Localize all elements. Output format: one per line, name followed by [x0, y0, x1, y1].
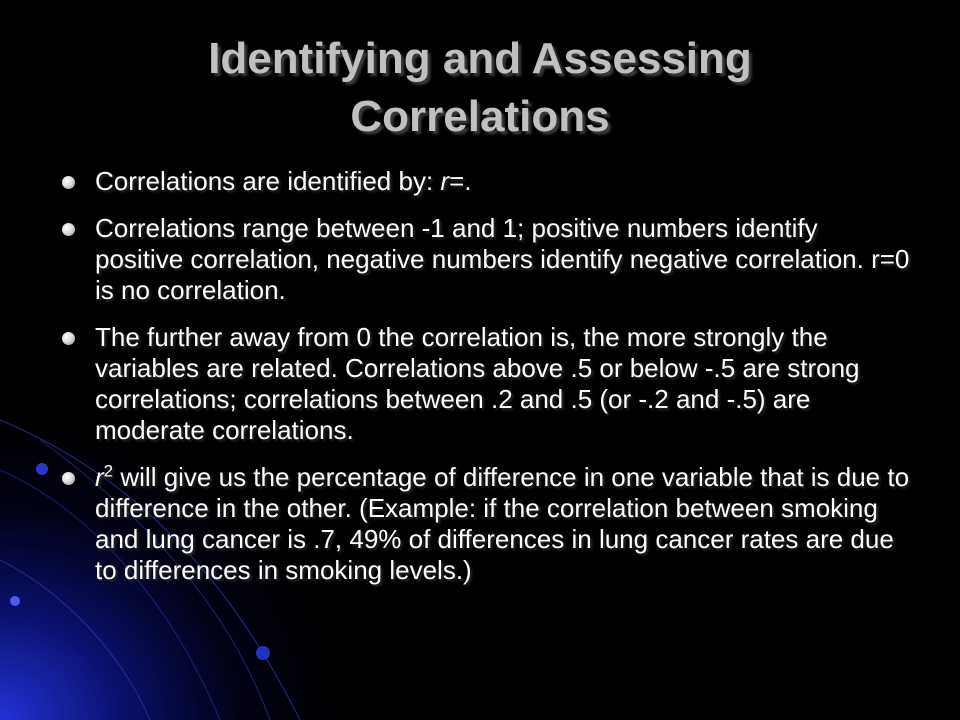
bullet-text: Correlations range between -1 and 1; positive numbers identify positive correlation, negative numbers identify negative correlation. r=0 is no correlation. — [95, 213, 910, 305]
bullet-icon — [62, 472, 75, 485]
bullet-item — [60, 166, 910, 197]
decor-dot — [36, 463, 48, 475]
r-symbol: r — [440, 166, 450, 196]
bullet-icon — [62, 332, 75, 345]
bullet-list — [60, 166, 910, 602]
bullet-text: The further away from 0 the correlation is, the more strongly the variables are related. Correlations above .5 or below -.5 are strong correlations; correlations between .2 and .5 (or -.2 and -.5) are moderate correlations. — [95, 322, 860, 445]
bullet-item — [60, 322, 910, 446]
squared-superscript: 2 — [103, 461, 114, 481]
bullet-icon — [62, 176, 75, 189]
bullet-item — [60, 213, 910, 306]
decor-dot — [10, 596, 20, 606]
bullet-text-suffix: will give us the percentage of difference in one variable that is due to difference in the other. (Example: if the correlation between smoking and lung cancer is .7, 49% of differences in lung cancer rates are due to differences in smoking levels.) — [95, 462, 910, 585]
bullet-text-prefix: Correlations are identified by: — [95, 166, 441, 196]
r-symbol: r — [95, 462, 104, 492]
bullet-item — [60, 462, 910, 586]
slide-title: Identifying and Assessing Correlations — [208, 34, 752, 141]
bullet-icon — [62, 223, 75, 236]
decor-dot — [256, 646, 270, 660]
bullet-text-suffix: =. — [449, 166, 472, 196]
